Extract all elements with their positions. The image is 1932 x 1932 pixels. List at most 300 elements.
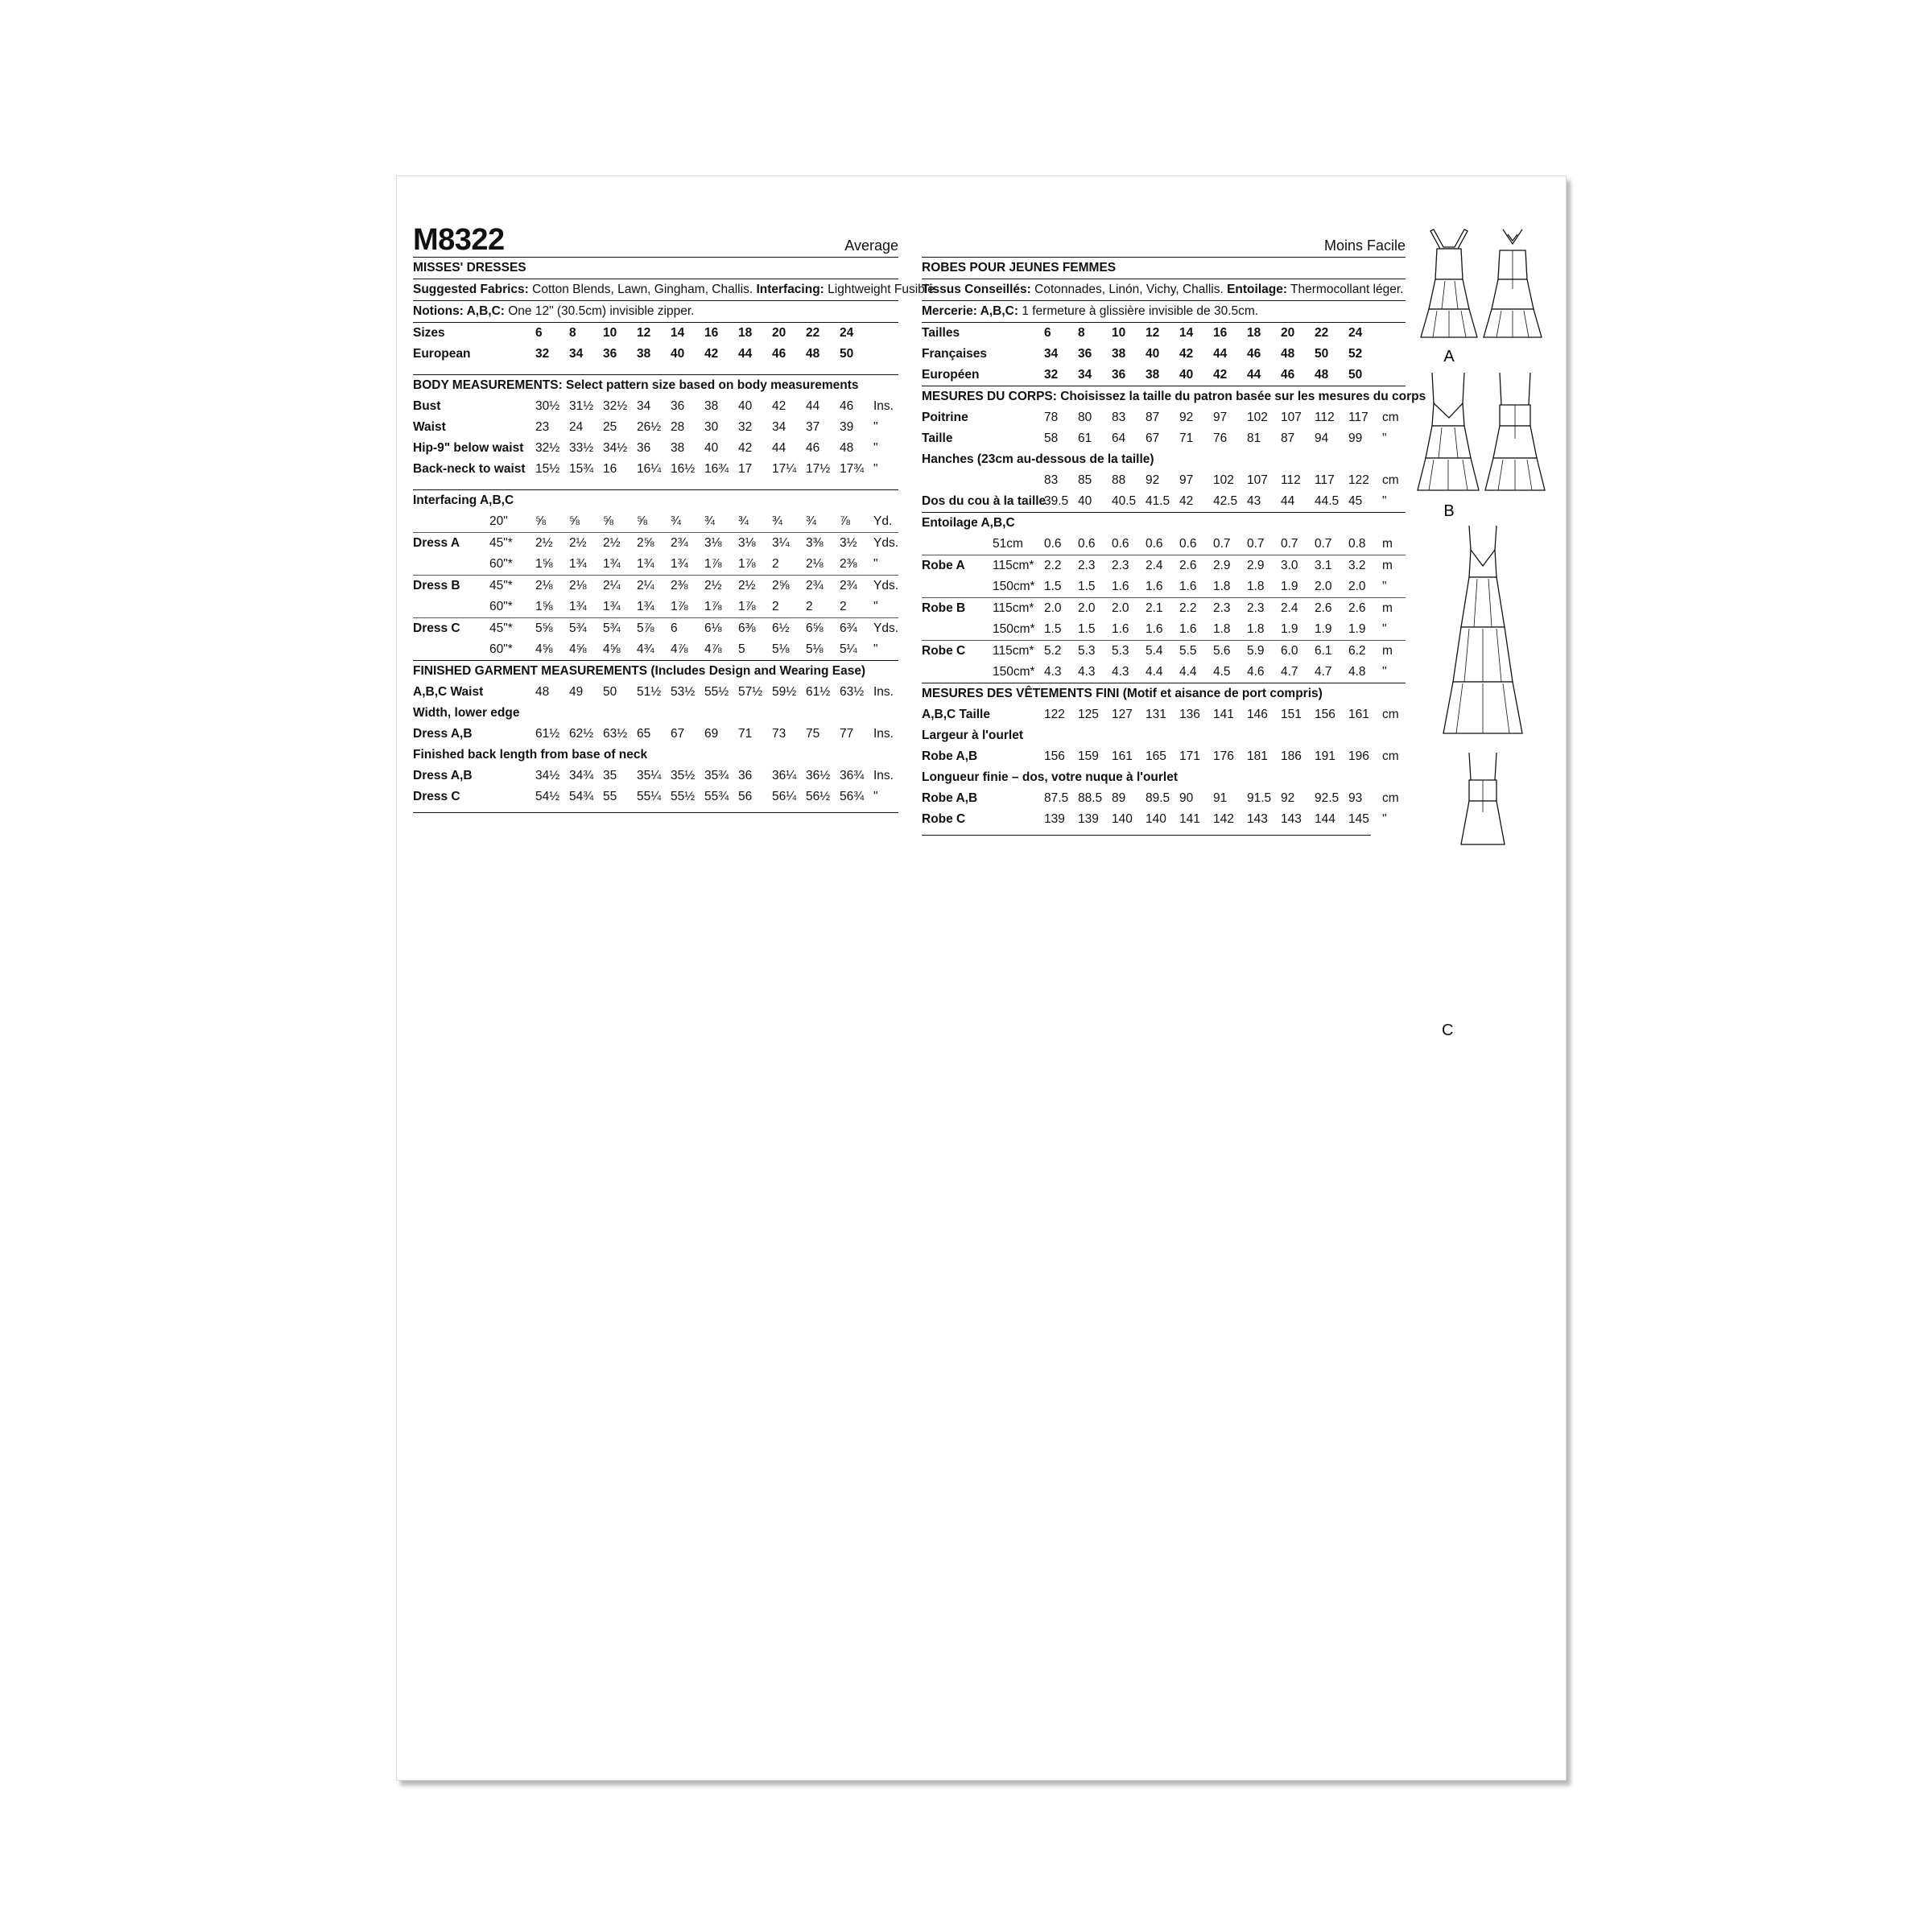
fabric-yardage-unit: " <box>873 642 878 656</box>
finished-measurement-value: 61½ <box>806 685 831 699</box>
fabric-yardage-value: 2½ <box>738 579 756 592</box>
finished-measurement-row <box>413 724 898 745</box>
notions-label: Notions: A,B,C: <box>413 304 505 318</box>
fabric-yardage-row <box>413 639 898 660</box>
body-measurement-value: 102 <box>1247 411 1268 424</box>
fabric-yardage-width: 115cm* <box>993 559 1034 572</box>
fabric-yardage-value: 2⅜ <box>671 579 688 592</box>
body-measurement-value: 42 <box>1179 494 1194 508</box>
finished-measurement-row <box>413 786 898 807</box>
body-measurement-value: 81 <box>1247 431 1261 445</box>
interfacing-yardage-value: ¾ <box>772 514 782 528</box>
body-measurement-value: 30½ <box>535 399 560 413</box>
fabric-yardage-value: 5.4 <box>1146 644 1163 658</box>
fabric-yardage-value: 4⅞ <box>704 642 722 656</box>
view-a-front-drawing <box>1421 229 1477 337</box>
size-value: 44 <box>738 347 753 361</box>
body-measurement-unit: Ins. <box>873 399 894 413</box>
finished-measurement-value: 55¼ <box>637 790 662 803</box>
fabric-yardage-unit: " <box>873 600 878 613</box>
fabric-yardage-row <box>413 533 898 554</box>
body-measurement-value: 34 <box>772 420 786 434</box>
finished-measurement-value: 91.5 <box>1247 791 1272 805</box>
fabric-yardage-value: 4.4 <box>1146 665 1163 679</box>
finished-measurement-value: 50 <box>603 685 617 699</box>
fabric-yardage-value: 2.0 <box>1348 580 1366 593</box>
body-measurement-value: 40.5 <box>1112 494 1137 508</box>
size-value: 14 <box>1179 326 1194 340</box>
finished-measurement-row <box>922 746 1406 767</box>
body-measurement-value: 67 <box>1146 431 1160 445</box>
fabric-yardage-value: 4⅞ <box>671 642 688 656</box>
fabric-yardage-unit: " <box>1382 580 1387 593</box>
fabric-yardage-value: 5⅞ <box>637 621 654 635</box>
fabric-yardage-value: 1.6 <box>1146 580 1163 593</box>
finished-measurement-value: 53½ <box>671 685 696 699</box>
fabric-yardage-value: 1⅝ <box>535 557 553 571</box>
size-row <box>413 323 898 344</box>
interfacing-yardage-value: ⅝ <box>603 514 613 528</box>
fabric-yardage-value: 2.9 <box>1213 559 1231 572</box>
fabric-yardage-value: 4.6 <box>1247 665 1265 679</box>
size-label: Européen <box>922 368 980 382</box>
pattern-code: M8322 <box>413 223 505 257</box>
finished-measurement-value: 59½ <box>772 685 797 699</box>
fabric-yardage-value: 6.0 <box>1281 644 1298 658</box>
body-measurement-value: 40 <box>1078 494 1092 508</box>
fabric-yardage-value: 6.1 <box>1315 644 1332 658</box>
body-measurement-value: 40 <box>738 399 753 413</box>
interfacing-yardage-value: 0.7 <box>1281 537 1298 551</box>
body-measurements-heading: BODY MEASUREMENTS: Select pattern size based on body measurements <box>413 378 859 392</box>
size-value: 44 <box>1247 368 1261 382</box>
section-title: MISSES' DRESSES <box>413 261 526 275</box>
finished-measurement-value: 55¾ <box>704 790 729 803</box>
fabric-yardage-value: 4.5 <box>1213 665 1231 679</box>
fabric-yardage-value: 2.2 <box>1044 559 1062 572</box>
size-value: 46 <box>1247 347 1261 361</box>
fabric-yardage-value: 1.9 <box>1281 580 1298 593</box>
fabric-yardage-unit: m <box>1382 601 1393 615</box>
fabric-yardage-value: 1.8 <box>1247 622 1265 636</box>
fabric-yardage-value: 5.2 <box>1044 644 1062 658</box>
fabric-yardage-value: 1.9 <box>1315 622 1332 636</box>
finished-measurement-unit: Ins. <box>873 685 894 699</box>
fabric-yardage-width: 60"* <box>489 600 513 613</box>
fabric-yardage-value: 2½ <box>704 579 722 592</box>
body-measurement-value: 107 <box>1281 411 1302 424</box>
finished-measurement-value: 35 <box>603 769 617 782</box>
fabric-yardage-value: 2 <box>772 557 779 571</box>
fabric-yardage-value: 2⅝ <box>637 536 654 550</box>
fabric-yardage-value: 3⅜ <box>806 536 824 550</box>
fabric-yardage-value: 4.7 <box>1281 665 1298 679</box>
fabric-yardage-value: 4¾ <box>637 642 654 656</box>
fabric-yardage-value: 2.9 <box>1247 559 1265 572</box>
body-measurement-value: 32 <box>738 420 753 434</box>
body-measurement-value: 80 <box>1078 411 1092 424</box>
finished-measurement-unit: " <box>1382 812 1387 826</box>
body-measurement-value: 33½ <box>569 441 594 455</box>
finished-measurements-table <box>413 682 898 807</box>
fabric-yardage-value: 4⅝ <box>535 642 553 656</box>
finished-measurement-value: 191 <box>1315 749 1335 763</box>
body-measurement-value: 117 <box>1315 473 1335 487</box>
fabric-yardage-value: 6.2 <box>1348 644 1366 658</box>
fabric-yardage-value: 1.6 <box>1146 622 1163 636</box>
finished-measurements-heading: FINISHED GARMENT MEASUREMENTS (Includes Design and Wearing Ease) <box>413 664 866 678</box>
notions-line-fr <box>922 301 1406 322</box>
fabric-yardage-value: 1.8 <box>1213 580 1231 593</box>
finished-measurement-value: 55½ <box>671 790 696 803</box>
size-row <box>922 323 1406 344</box>
fabric-yardage-unit: Yds. <box>873 536 899 550</box>
interfacing-yardage-value: ⅝ <box>637 514 647 528</box>
finished-measurement-row <box>922 704 1406 725</box>
body-measurement-value: 17 <box>738 462 753 476</box>
finished-measurement-value: 186 <box>1281 749 1302 763</box>
size-row <box>922 344 1406 365</box>
fabric-yardage-value: 1¾ <box>603 557 621 571</box>
fabric-yardage-value: 2.4 <box>1281 601 1298 615</box>
finished-measurement-label: Robe A,B <box>922 791 978 805</box>
finished-measurement-value: 49 <box>569 685 584 699</box>
fabric-yardage-width: 45"* <box>489 621 513 635</box>
fabric-yardage-value: 1¾ <box>569 600 587 613</box>
fabric-yardage-value: 2.0 <box>1044 601 1062 615</box>
finished-measurement-value: 61½ <box>535 727 560 741</box>
body-measurement-label: Back-neck to waist <box>413 462 526 476</box>
body-measurement-value: 40 <box>704 441 719 455</box>
body-measurement-value: 58 <box>1044 431 1059 445</box>
fabric-yardage-width: 150cm* <box>993 622 1035 636</box>
finished-measurement-value: 73 <box>772 727 786 741</box>
fabric-yardage-label: Dress C <box>413 621 460 635</box>
fabric-yardage-label: Robe B <box>922 601 966 615</box>
size-value: 42 <box>704 347 719 361</box>
body-measurement-value: 28 <box>671 420 685 434</box>
body-measurement-value: 87 <box>1146 411 1160 424</box>
body-measurement-value: 92 <box>1146 473 1160 487</box>
fabric-yardage-width: 115cm* <box>993 601 1034 615</box>
finished-measurement-value: 146 <box>1247 708 1268 721</box>
finished-measurement-value: 127 <box>1112 708 1133 721</box>
french-column <box>922 225 1426 836</box>
finished-measurement-value: 56½ <box>806 790 831 803</box>
fabric-yardage-unit: m <box>1382 644 1393 658</box>
fabric-yardage-value: 4.7 <box>1315 665 1332 679</box>
body-measurement-value: 30 <box>704 420 719 434</box>
finished-measurement-row <box>413 745 898 766</box>
fabric-yardage-label: Dress B <box>413 579 460 592</box>
body-measurement-value: 32½ <box>535 441 560 455</box>
body-measurement-value: 17¾ <box>840 462 865 476</box>
size-value: 14 <box>671 326 685 340</box>
finished-measurement-value: 122 <box>1044 708 1065 721</box>
body-measurement-value: 76 <box>1213 431 1228 445</box>
finished-measurement-label: Width, lower edge <box>413 706 520 720</box>
finished-measurement-row <box>413 766 898 786</box>
body-measurement-row <box>413 438 898 459</box>
finished-measurement-value: 67 <box>671 727 685 741</box>
body-measurement-value: 88 <box>1112 473 1126 487</box>
fabric-yardage-value: 5 <box>738 642 745 656</box>
section-title-fr: ROBES POUR JEUNES FEMMES <box>922 261 1117 275</box>
finished-measurement-value: 87.5 <box>1044 791 1069 805</box>
fabric-yardage-row <box>413 597 898 617</box>
fabric-yardage-value: 1¾ <box>671 557 688 571</box>
fabric-yardage-row <box>413 554 898 575</box>
size-value: 38 <box>637 347 651 361</box>
fabric-yardage-unit: m <box>1382 559 1393 572</box>
fabric-yardage-value: 4⅝ <box>569 642 587 656</box>
fabric-yardage-value: 2½ <box>603 536 621 550</box>
fabric-yardage-value: 1.6 <box>1112 580 1129 593</box>
finished-measurement-unit: cm <box>1382 749 1399 763</box>
fabric-yardage-value: 1¾ <box>603 600 621 613</box>
body-measurements-table-fr <box>922 407 1406 512</box>
size-label: Sizes <box>413 326 445 340</box>
interfacing-yardage-row <box>413 511 898 532</box>
body-measurement-value: 15¾ <box>569 462 594 476</box>
finished-measurement-value: 141 <box>1179 812 1200 826</box>
body-measurement-label: Waist <box>413 420 446 434</box>
fabric-yardage-value: 3⅛ <box>738 536 756 550</box>
finished-measurement-value: 176 <box>1213 749 1234 763</box>
interfacing-yardage-width: 51cm <box>993 537 1023 551</box>
size-value: 22 <box>1315 326 1329 340</box>
body-measurement-value: 64 <box>1112 431 1126 445</box>
fabric-yardage-value: 2¼ <box>603 579 621 592</box>
fabric-yardage-value: 4.4 <box>1179 665 1197 679</box>
notions-text-fr: 1 fermeture à glissière invisible de 30.5cm. <box>1018 304 1259 318</box>
finished-measurement-value: 140 <box>1146 812 1166 826</box>
finished-measurement-value: 92.5 <box>1315 791 1340 805</box>
fabric-yardage-value: 2⅛ <box>569 579 587 592</box>
body-measurement-value: 31½ <box>569 399 594 413</box>
size-label: Françaises <box>922 347 987 361</box>
fabric-yardage-width: 45"* <box>489 579 513 592</box>
finished-measurement-value: 71 <box>738 727 753 741</box>
fabric-yardage-value: 1.5 <box>1078 622 1096 636</box>
body-measurement-unit: cm <box>1382 411 1399 424</box>
body-measurement-value: 16 <box>603 462 617 476</box>
fabric-yardage-value: 2 <box>772 600 779 613</box>
body-measurement-value: 94 <box>1315 431 1329 445</box>
size-value: 46 <box>772 347 786 361</box>
fabric-yardage-value: 5.9 <box>1247 644 1265 658</box>
fabric-yardage-value: 2 <box>806 600 813 613</box>
fabric-yardage-value: 2 <box>840 600 847 613</box>
body-measurement-value: 102 <box>1213 473 1234 487</box>
body-measurement-value: 38 <box>671 441 685 455</box>
size-value: 12 <box>637 326 651 340</box>
fabric-yardage-value: 3.0 <box>1281 559 1298 572</box>
finished-measurement-value: 88.5 <box>1078 791 1103 805</box>
fabric-yardage-width: 150cm* <box>993 580 1035 593</box>
size-row <box>922 365 1406 386</box>
fabric-yardage-value: 2⅜ <box>840 557 857 571</box>
body-measurement-value: 83 <box>1044 473 1059 487</box>
size-value: 6 <box>535 326 543 340</box>
finished-measurement-value: 145 <box>1348 812 1369 826</box>
fabric-yardage-value: 1.6 <box>1179 580 1197 593</box>
notions-text: One 12" (30.5cm) invisible zipper. <box>504 304 695 318</box>
body-measurement-row <box>413 417 898 438</box>
finished-measurement-value: 56¼ <box>772 790 797 803</box>
finished-measurement-value: 34¾ <box>569 769 594 782</box>
body-measurement-unit: " <box>873 441 878 455</box>
sizes-table <box>413 323 898 365</box>
fabric-yardage-value: 2¾ <box>840 579 857 592</box>
finished-measurement-unit: " <box>873 790 878 803</box>
finished-measurement-value: 35¼ <box>637 769 662 782</box>
size-value: 48 <box>1281 347 1295 361</box>
fabric-yardage-value: 4.3 <box>1112 665 1129 679</box>
fabric-yardage-value: 3⅛ <box>704 536 722 550</box>
fabric-yardage-value: 2.0 <box>1078 601 1096 615</box>
fabric-yardage-value: 2.4 <box>1146 559 1163 572</box>
finished-measurement-value: 89.5 <box>1146 791 1170 805</box>
finished-measurement-value: 54¾ <box>569 790 594 803</box>
fabric-yardage-value: 5¾ <box>569 621 587 635</box>
size-value: 20 <box>1281 326 1295 340</box>
interfacing-label: Interfacing: <box>756 283 824 296</box>
finished-measurement-label: A,B,C Taille <box>922 708 990 721</box>
fabric-yardage-unit: Yds. <box>873 579 899 592</box>
body-measurement-label: Hanches (23cm au-dessous de la taille) <box>922 452 1154 466</box>
fabric-yardage-width: 115cm* <box>993 644 1034 658</box>
french-header <box>922 225 1406 258</box>
finished-measurement-value: 181 <box>1247 749 1268 763</box>
size-value: 36 <box>1112 368 1126 382</box>
size-value: 48 <box>806 347 820 361</box>
finished-measurement-row <box>413 682 898 703</box>
finished-measurement-value: 62½ <box>569 727 594 741</box>
size-value: 32 <box>535 347 550 361</box>
body-measurement-value: 112 <box>1315 411 1335 424</box>
finished-measurement-unit: cm <box>1382 791 1399 805</box>
fabric-yardage-unit: " <box>1382 665 1387 679</box>
fabric-yardage-label: Robe C <box>922 644 966 658</box>
fabric-yardage-value: 1¾ <box>569 557 587 571</box>
size-value: 36 <box>1078 347 1092 361</box>
finished-measurement-value: 143 <box>1281 812 1302 826</box>
size-value: 8 <box>1078 326 1085 340</box>
body-measurement-value: 112 <box>1281 473 1301 487</box>
finished-measurement-value: 65 <box>637 727 651 741</box>
fabric-yardage-row <box>413 576 898 597</box>
size-value: 40 <box>1179 368 1194 382</box>
finished-measurement-value: 36 <box>738 769 753 782</box>
body-measurement-row <box>922 470 1406 491</box>
interfacing-yardage-value: ¾ <box>806 514 816 528</box>
size-value: 50 <box>840 347 854 361</box>
body-measurement-unit: " <box>873 420 878 434</box>
finished-measurement-label: Finished back length from base of neck <box>413 748 648 762</box>
fabric-yardage-value: 5⅛ <box>806 642 824 656</box>
size-value: 24 <box>1348 326 1363 340</box>
finished-measurement-value: 140 <box>1112 812 1133 826</box>
body-measurement-value: 117 <box>1348 411 1368 424</box>
fabric-yardage-value: 1⅝ <box>535 600 553 613</box>
notions-label-fr: Mercerie: A,B,C: <box>922 304 1019 318</box>
finished-measurement-value: 36¼ <box>772 769 797 782</box>
body-measurement-value: 15½ <box>535 462 560 476</box>
fabric-yardage-unit: " <box>1382 622 1387 636</box>
fabric-yardage-width: 45"* <box>489 536 513 550</box>
fabric-yardage-value: 2.6 <box>1179 559 1197 572</box>
fabric-yardage-value: 2¾ <box>806 579 824 592</box>
fabric-yardage-row <box>922 555 1406 576</box>
size-value: 10 <box>1112 326 1126 340</box>
fabric-yardage-value: 6¾ <box>840 621 857 635</box>
body-measurement-value: 41.5 <box>1146 494 1170 508</box>
finished-measurement-value: 156 <box>1315 708 1335 721</box>
fabric-yardage-value: 1⅞ <box>738 557 756 571</box>
finished-measurement-value: 55 <box>603 790 617 803</box>
finished-measurement-value: 139 <box>1078 812 1099 826</box>
body-measurement-unit: " <box>873 462 878 476</box>
interfacing-yardage-value: ⅝ <box>569 514 580 528</box>
fabric-yardage-value: 2.0 <box>1112 601 1129 615</box>
sizes-table-fr <box>922 323 1406 386</box>
fabric-yardage-value: 3¼ <box>772 536 790 550</box>
size-value: 40 <box>1146 347 1160 361</box>
finished-measurement-value: 144 <box>1315 812 1335 826</box>
body-measurement-value: 87 <box>1281 431 1295 445</box>
body-measurement-value: 24 <box>569 420 584 434</box>
body-measurement-value: 17¼ <box>772 462 797 476</box>
finished-measurement-value: 54½ <box>535 790 560 803</box>
fabric-yardage-value: 2.3 <box>1247 601 1265 615</box>
finished-measurement-value: 136 <box>1179 708 1200 721</box>
fabric-yardage-value: 2⅛ <box>806 557 824 571</box>
size-value: 38 <box>1146 368 1160 382</box>
finished-measurement-value: 56¾ <box>840 790 865 803</box>
finished-measurement-value: 161 <box>1112 749 1133 763</box>
finished-measurement-value: 35½ <box>671 769 696 782</box>
body-measurement-value: 107 <box>1247 473 1268 487</box>
fabrics-line-fr <box>922 279 1406 300</box>
finished-measurement-value: 51½ <box>637 685 662 699</box>
finished-measurement-value: 125 <box>1078 708 1099 721</box>
finished-measurement-label: Dress A,B <box>413 769 473 782</box>
interfacing-yardage-unit: Yd. <box>873 514 893 528</box>
size-label: Tailles <box>922 326 960 340</box>
yardage-table <box>413 511 898 660</box>
body-measurement-label: Bust <box>413 399 441 413</box>
interfacing-yardage-value: 0.6 <box>1112 537 1129 551</box>
body-measurement-label: Poitrine <box>922 411 968 424</box>
size-value: 32 <box>1044 368 1059 382</box>
view-b-front-drawing <box>1418 373 1479 490</box>
body-measurement-value: 46 <box>840 399 854 413</box>
size-value: 38 <box>1112 347 1126 361</box>
fabric-yardage-value: 6⅛ <box>704 621 722 635</box>
body-measurement-value: 122 <box>1348 473 1369 487</box>
finished-measurement-row <box>922 788 1406 809</box>
size-value: 6 <box>1044 326 1051 340</box>
interfacing-yardage-unit: m <box>1382 537 1393 551</box>
size-value: 34 <box>1078 368 1092 382</box>
finished-measurement-value: 36½ <box>806 769 831 782</box>
body-measurement-unit: cm <box>1382 473 1399 487</box>
fabric-yardage-value: 5⅝ <box>535 621 553 635</box>
view-c-back-drawing <box>1461 753 1505 844</box>
interfacing-text-fr: Thermocollant léger. <box>1287 283 1404 296</box>
fabric-yardage-unit: " <box>873 557 878 571</box>
